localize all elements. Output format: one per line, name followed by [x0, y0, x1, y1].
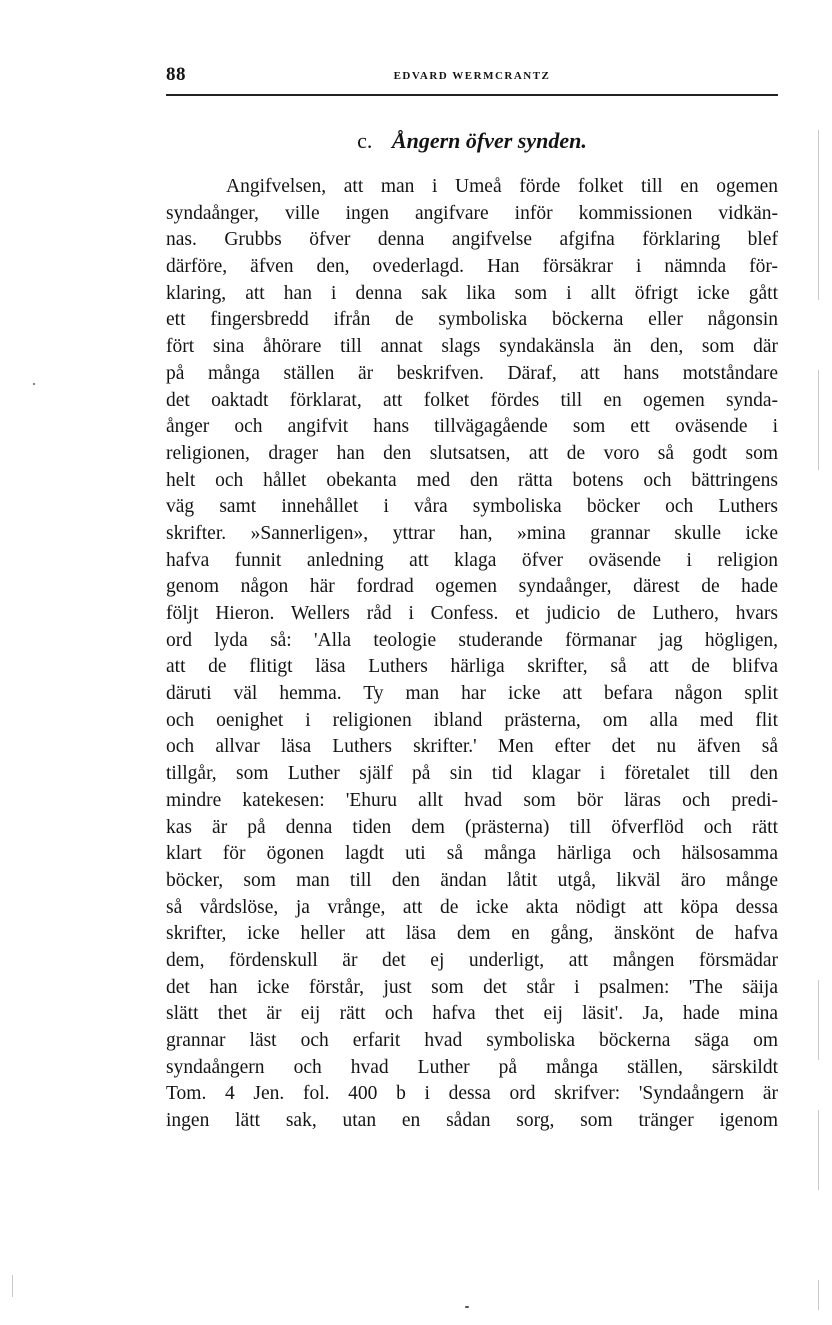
text-line: skrifter. »Sannerligen», yttrar han, »mina grannar skulle icke — [166, 522, 778, 544]
text-line: böcker, som man till den ändan låtit utgå, likväl äro månge — [166, 869, 778, 891]
text-line: grannar läst och erfarit hvad symboliska böckerna säga om — [166, 1030, 778, 1051]
text-line: ånger och angifvit hans tillvägagående som ett oväsende i — [166, 416, 778, 438]
text-line: på många ställen är beskrifven. Däraf, att hans motståndare — [166, 362, 778, 384]
text-line: syndaångern och hvad Luther på många ställen, särskildt — [166, 1056, 778, 1078]
scan-edge-mark — [818, 130, 819, 300]
text-line: klart för ögonen lagdt uti så många härliga och hälsosamma — [166, 843, 778, 865]
section-marker: c. — [357, 128, 373, 153]
text-line: helt och hållet obekanta med den rätta botens och bättringens — [166, 469, 778, 491]
text-line: följt Hieron. Wellers råd i Confess. et judicio de Luthero, hvars — [166, 603, 778, 624]
text-line: ett fingersbredd ifrån de symboliska böckerna eller någonsin — [166, 309, 778, 331]
text-line: fört sina åhörare till annat slags syndakänsla än den, som där — [166, 336, 778, 358]
text-line: dem, fördenskull är det ej underligt, att mången försmädar — [166, 949, 778, 971]
text-line: syndaånger, ville ingen angifvare inför kommissionen vidkän- — [166, 202, 778, 224]
text-line: skrifter, icke heller att läsa dem en gång, änskönt de hafva — [166, 923, 778, 945]
body-text — [166, 174, 778, 1135]
scan-edge-mark — [818, 370, 819, 470]
text-line: kas är på denna tiden dem (prästerna) till öfverflöd och rätt — [166, 816, 778, 838]
text-line: religionen, drager han den slutsatsen, att de voro så godt som — [166, 442, 778, 464]
text-line: däruti väl hemma. Ty man har icke att befara någon split — [166, 683, 778, 705]
text-line: det oaktadt förklarat, att folket fördes till en ogemen synda- — [166, 389, 778, 411]
text-line: mindre katekesen: 'Ehuru allt hvad som bör läras och predi- — [166, 789, 778, 811]
scan-speck — [33, 383, 35, 385]
text-line: det han icke förstår, just som det står i psalmen: 'The säija — [166, 976, 778, 998]
text-line: och allvar läsa Luthers skrifter.' Men efter det nu äfven så — [166, 736, 778, 758]
header-rule — [166, 94, 778, 96]
page-header — [166, 64, 778, 94]
text-line: tillgår, som Luther själf på sin tid klagar i företalet till den — [166, 763, 778, 785]
text-line: därföre, äfven den, ovederlagd. Han försäkrar i nämnda för- — [166, 256, 778, 278]
scan-edge-mark — [818, 1280, 819, 1310]
scan-edge-mark — [818, 1110, 819, 1190]
text-line: slätt thet är eij rätt och hafva thet eij läsit'. Ja, hade mina — [166, 1003, 778, 1025]
running-head: EDVARD WERMCRANTZ — [393, 70, 551, 82]
scan-speck — [465, 1306, 469, 1308]
section-heading — [166, 128, 778, 154]
scan-edge-mark — [818, 980, 819, 1060]
page-number: 88 — [166, 64, 186, 85]
text-line: genom någon här fordrad ogemen syndaånger, därest de hade — [166, 576, 778, 598]
text-line: ingen lätt sak, utan en sådan sorg, som tränger igenom — [166, 1110, 778, 1132]
section-title: Ångern öfver synden. — [391, 128, 587, 153]
text-line: klaring, att han i denna sak lika som i allt öfrigt icke gått — [166, 282, 778, 304]
text-line: Tom. 4 Jen. fol. 400 b i dessa ord skrifver: 'Syndaångern är — [166, 1083, 778, 1105]
text-line: Angifvelsen, att man i Umeå förde folket till en ogemen — [226, 176, 778, 197]
text-line: att de flitigt läsa Luthers härliga skrifter, så att de blifva — [166, 656, 778, 678]
text-line: ord lyda så: 'Alla teologie studerande förmanar jag högligen, — [166, 629, 778, 651]
scan-edge-mark — [12, 1275, 13, 1297]
text-line: nas. Grubbs öfver denna angifvelse afgifna förklaring blef — [166, 229, 778, 251]
text-line: så vårdslöse, ja vrånge, att de icke akta nödigt att köpa dessa — [166, 896, 778, 918]
text-line: väg samt innehållet i våra symboliska böcker och Luthers — [166, 496, 778, 518]
text-line: och oenighet i religionen ibland prästerna, om alla med flit — [166, 709, 778, 731]
text-line: hafva funnit anledning att klaga öfver oväsende i religion — [166, 549, 778, 571]
